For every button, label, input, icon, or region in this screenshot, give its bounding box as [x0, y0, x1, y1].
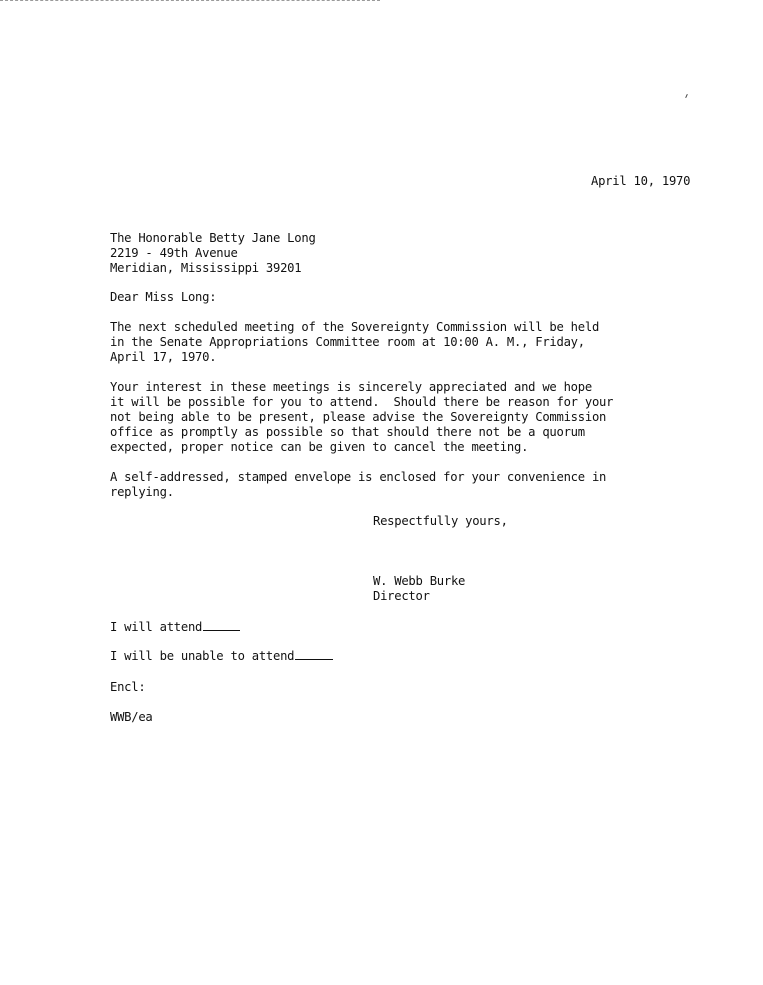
body-paragraph-attendance: Your interest in these meetings is sincerely appreciated and we hope it will be possible for you to attend. Should there be reason for your not being able to be present, please advise the Sovereignty Commission office as promptly as possible so that should there not be a quorum expected, proper notice can be given to cancel the meeting. [110, 380, 614, 454]
typist-initials: WWB/ea [110, 710, 153, 724]
unable-label: I will be unable to attend [110, 649, 295, 663]
attend-label: I will attend [110, 620, 203, 634]
recipient-city: Meridian, Mississippi 39201 [110, 261, 302, 275]
enclosure-note: Encl: [110, 680, 146, 694]
body-paragraph-envelope: A self-addressed, stamped envelope is enclosed for your convenience in replying. [110, 470, 607, 499]
letter-date: April 10, 1970 [591, 174, 691, 188]
closing: Respectfully yours, [373, 514, 508, 528]
recipient-street: 2219 - 49th Avenue [110, 246, 238, 260]
signer-name: W. Webb Burke [373, 574, 466, 588]
scan-top-edge [0, 0, 380, 1]
salutation: Dear Miss Long: [110, 290, 217, 304]
unable-blank [295, 649, 333, 660]
attend-blank [203, 620, 240, 631]
recipient-name: The Honorable Betty Jane Long [110, 231, 316, 245]
signer-title: Director [373, 589, 430, 603]
body-paragraph-meeting: The next scheduled meeting of the Sovereignty Commission will be held in the Senate Appropriations Committee room at 10:00 A. M., Friday, April 17, 1970. [110, 320, 600, 364]
attend-response [110, 620, 240, 635]
unable-response [110, 649, 333, 664]
scan-speck [685, 94, 688, 98]
